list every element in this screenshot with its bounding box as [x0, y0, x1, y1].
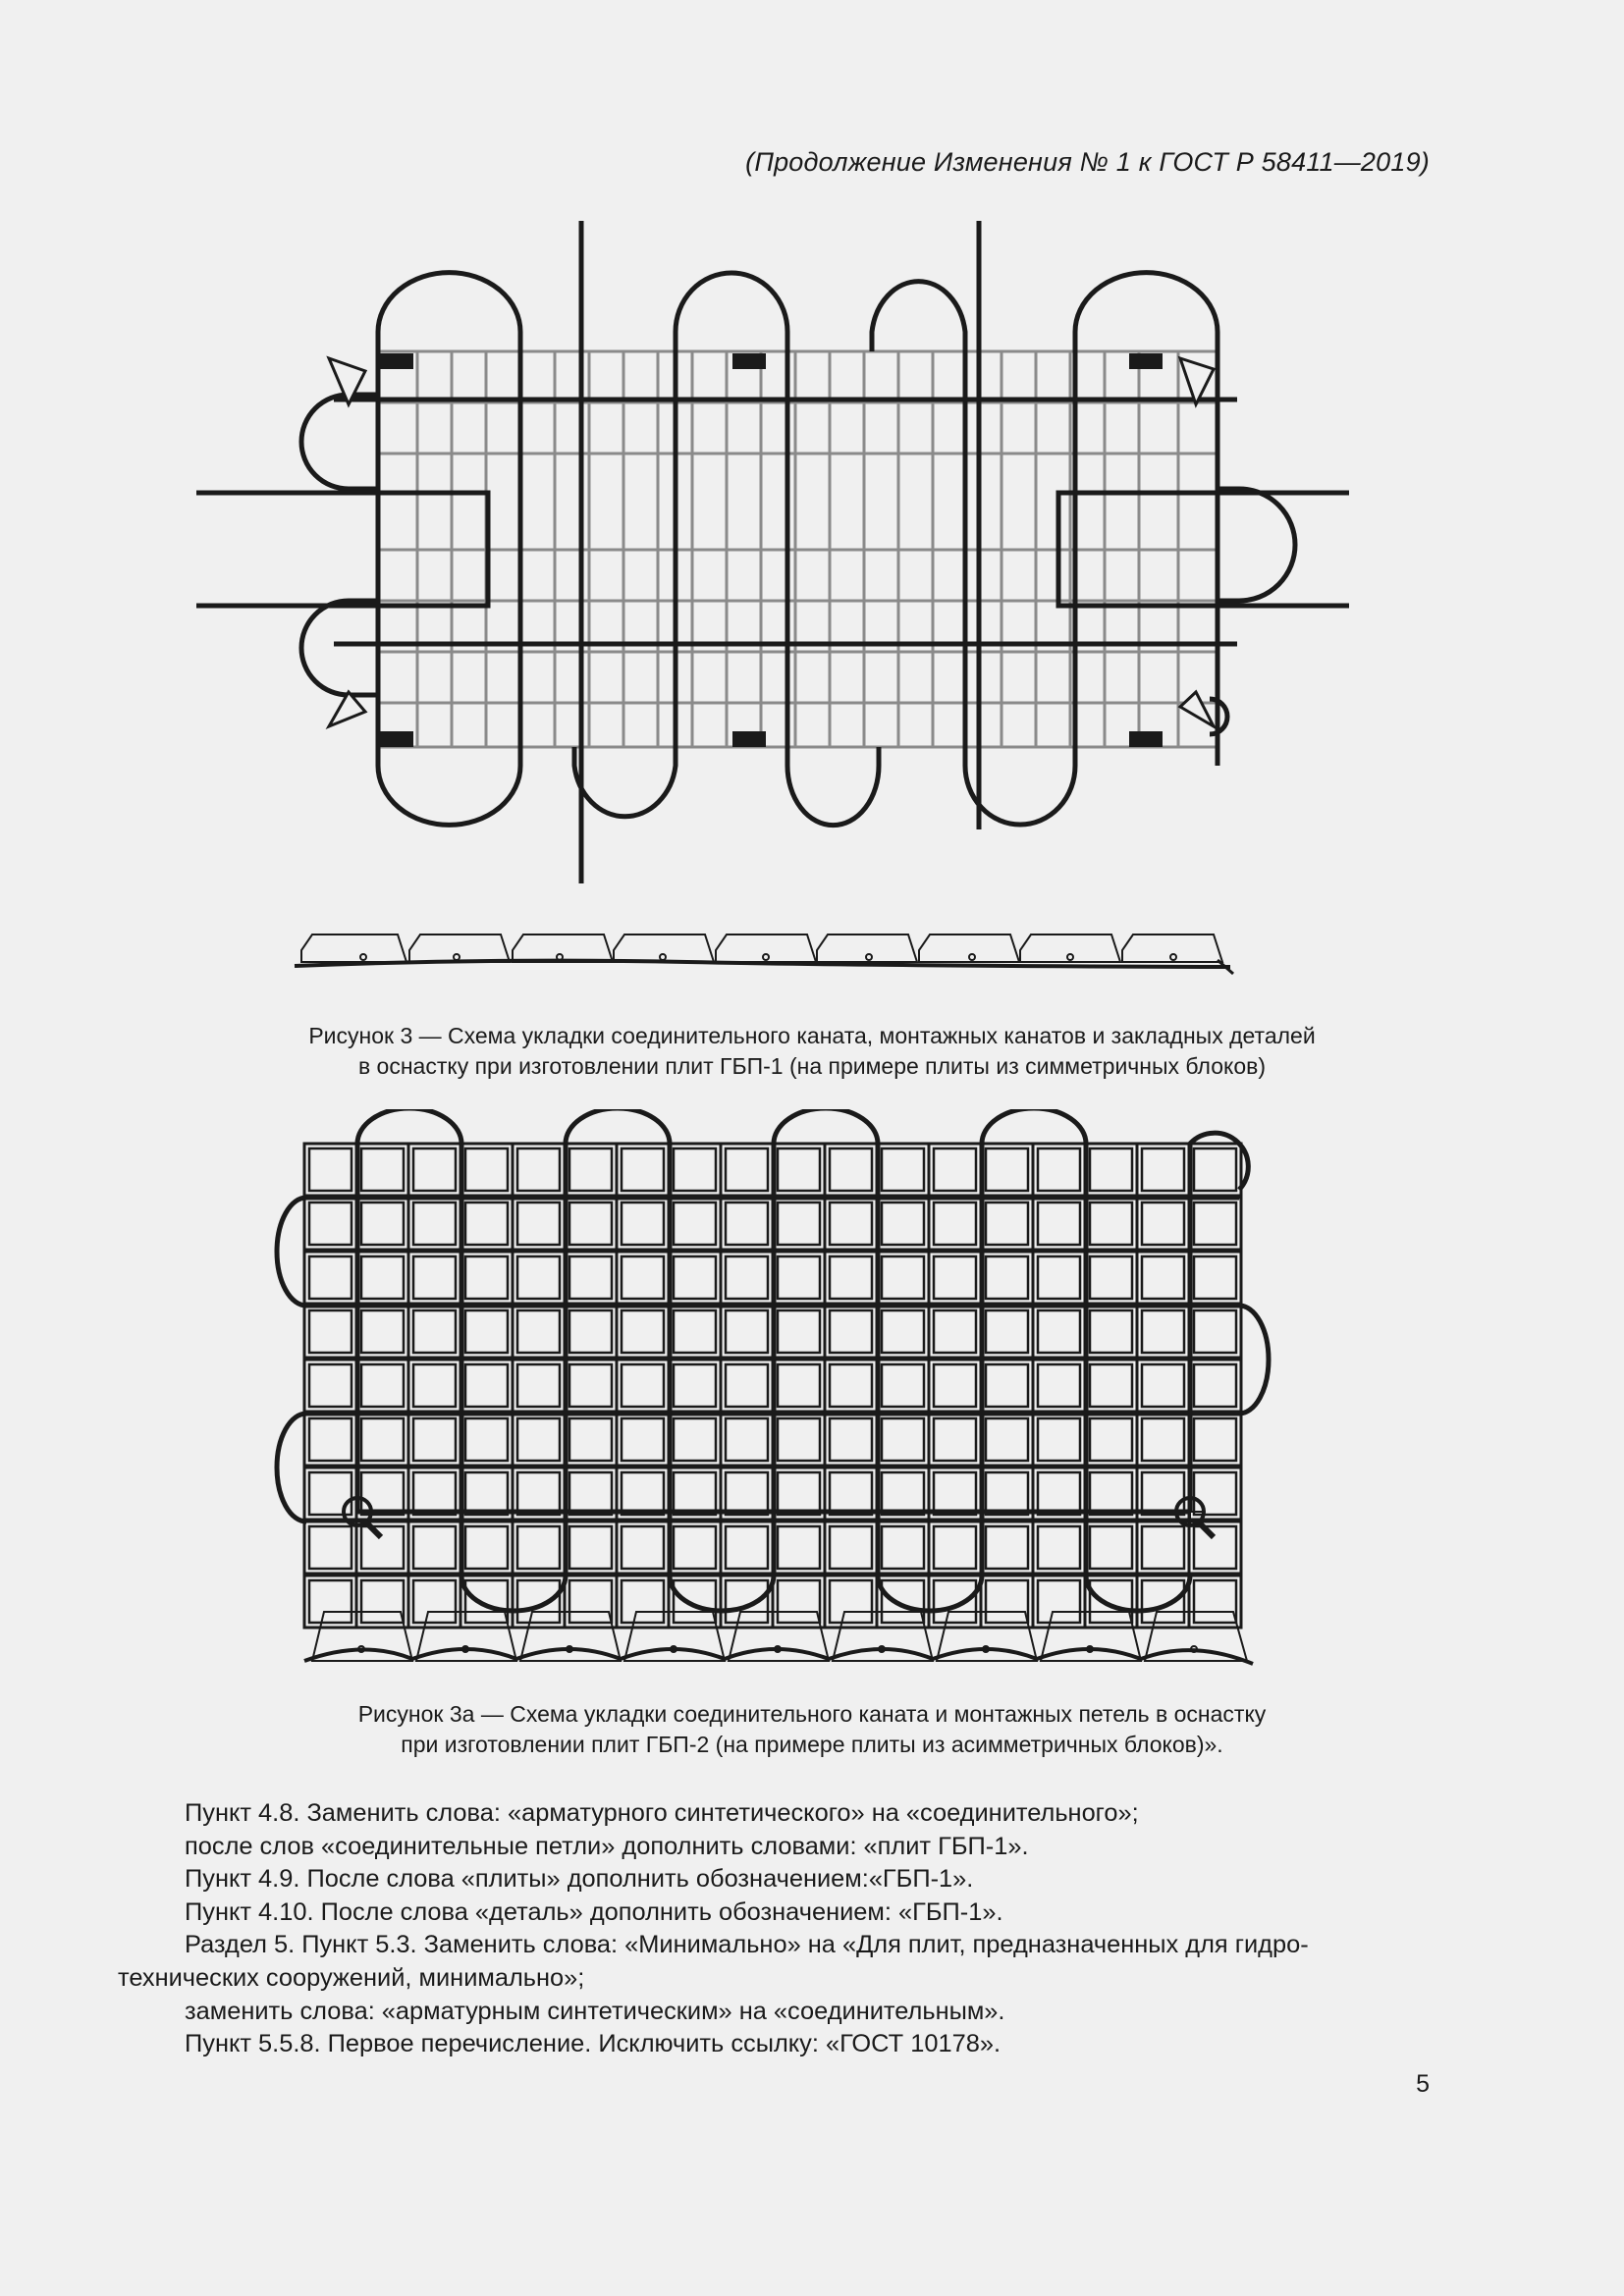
paragraph-4-8-continued: после слов «соединительные петли» дополнить словами: «плит ГБП-1».	[185, 1832, 1029, 1860]
paragraph-5-3	[118, 1929, 1430, 1995]
figure-3-caption	[0, 1021, 1624, 1082]
figure-3-drawing	[0, 196, 1624, 1001]
paragraph-5-3-continued: заменить слова: «арматурным синтетическим» на «соединительным».	[185, 1997, 1005, 2025]
amendment-text	[118, 1797, 1430, 2061]
running-header: (Продолжение Изменения № 1 к ГОСТ Р 58411—2019)	[745, 147, 1430, 177]
figure-3-caption-line-1: Рисунок 3 — Схема укладки соединительного каната, монтажных канатов и закладных деталей	[308, 1023, 1316, 1048]
fig3-mounting-ropes	[196, 221, 1349, 883]
fig3-grid	[378, 351, 1218, 747]
paragraph-4-10: Пункт 4.10. После слова «деталь» дополнить обозначением: «ГБП-1».	[185, 1897, 1003, 1926]
figure-3a-caption-line-2: при изготовлении плит ГБП-2 (на примере плиты из асимметричных блоков)».	[401, 1732, 1223, 1757]
figure-3-caption-line-2: в оснастку при изготовлении плит ГБП-1 (на примере плиты из симметричных блоков)	[357, 1053, 1267, 1079]
page-number: 5	[1416, 2070, 1430, 2098]
figure-3a-drawing	[0, 1109, 1624, 1669]
fig3-block-profiles	[295, 934, 1233, 974]
figure-3a-caption-line-1: Рисунок 3а — Схема укладки соединительного каната и монтажных петель в оснастку	[357, 1701, 1267, 1727]
fig3-corner-triangles	[329, 358, 1214, 726]
paragraph-4-8: Пункт 4.8. Заменить слова: «арматурного синтетического» на «соединительного»;	[185, 1799, 1139, 1827]
paragraph-4-9: Пункт 4.9. После слова «плиты» дополнить обозначением:«ГБП-1».	[185, 1865, 974, 1894]
figure-3a-caption	[0, 1699, 1624, 1760]
paragraph-5-5-8: Пункт 5.5.8. Первое перечисление. Исключить ссылку: «ГОСТ 10178».	[185, 2030, 1001, 2058]
paragraph-5-3-text: Раздел 5. Пункт 5.3. Заменить слова: «Минимально» на «Для плит, предназначенных для гидро- технических сооружений, минимально»;	[118, 1931, 1309, 1992]
